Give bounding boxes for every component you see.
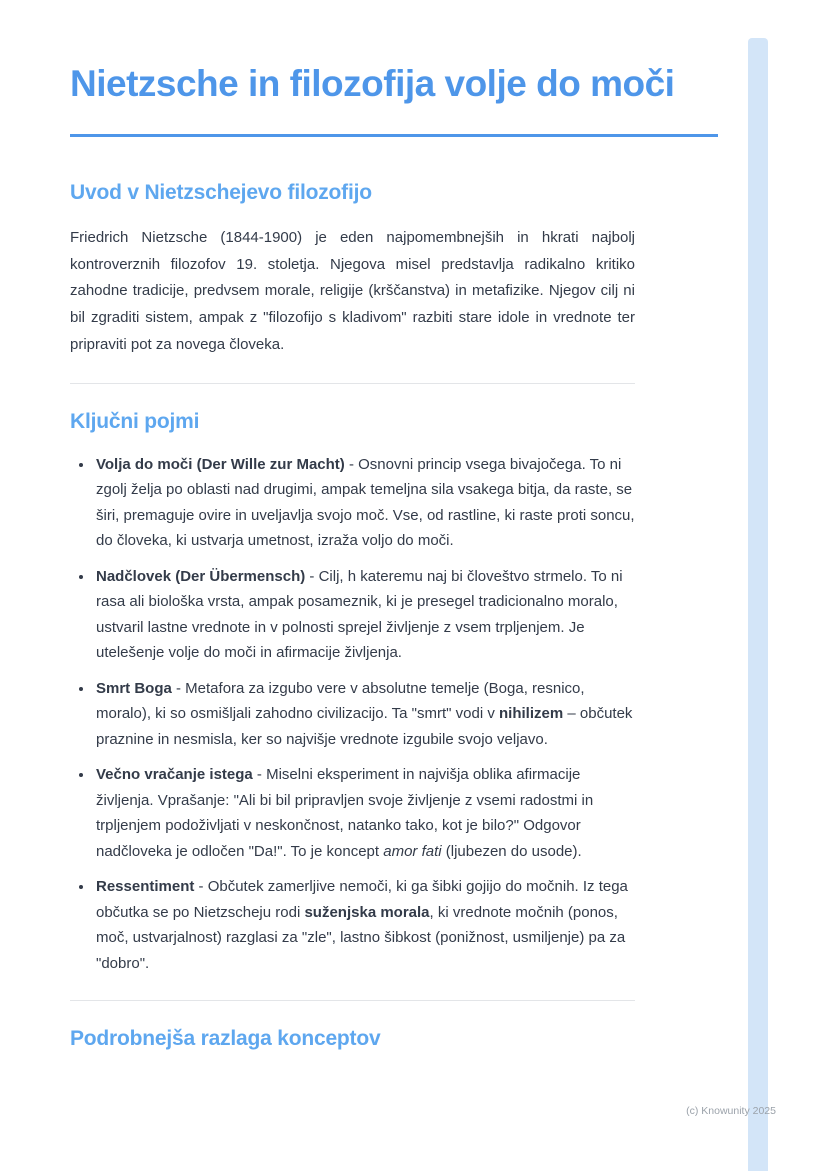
intro-heading: Uvod v Nietzschejevo filozofijo	[70, 181, 372, 205]
page-edge-strip	[748, 38, 768, 1171]
concept-text: (ljubezen do usode).	[441, 842, 582, 860]
details-heading: Podrobnejša razlaga konceptov	[70, 1027, 381, 1051]
section-details	[70, 1027, 635, 1051]
section-divider-2	[70, 1000, 635, 1001]
concept-item-ressentiment	[94, 874, 635, 976]
section-divider-1	[70, 383, 635, 384]
concept-emphasis: suženjska morala	[304, 903, 430, 921]
concept-text: , ki vrednote močnih (ponos, moč, ustvarjalnost) razglasi za "zle", lastno šibkost (ponižnost, usmiljenje) pa za "dobro".	[96, 903, 626, 972]
page-title: Nietzsche in filozofija volje do moči	[70, 63, 675, 104]
concept-text: - Cilj, h kateremu naj bi človeštvo strmelo. To ni rasa ali biološka vrsta, ampak posameznik, ki je presegel tradicionalno moralo, ustvaril lastne vrednote in v polnosti sprejel življenje z vsem trpljenjem. Je utelešenje volje do moči in afirmacije življenja.	[96, 567, 623, 662]
footer-credit: (c) Knowunity 2025	[686, 1105, 776, 1117]
concept-term: Nadčlovek (Der Übermensch)	[96, 567, 306, 585]
key-concepts-heading: Ključni pojmi	[70, 409, 200, 433]
concept-item-vecno-vracanje	[94, 762, 635, 864]
intro-paragraph: Friedrich Nietzsche (1844-1900) je eden najpomembnejših in hkrati najbolj kontroverznih filozofov 19. stoletja. Njegova misel predstavlja radikalno kritiko zahodne tradicije, predvsem morale, religije (krščanstva) in metafizike. Njegov cilj ni bil zgraditi sistem, ampak z "filozofijo s kladivom" razbiti stare idole in vrednote ter pripraviti pot za novega človeka.	[70, 229, 635, 353]
concept-latin-term: amor fati	[383, 842, 442, 860]
concept-text: – občutek praznine in nesmisla, ker so najvišje vrednote izgubile svojo veljavo.	[96, 705, 633, 748]
concept-text: - Metafora za izgubo vere v absolutne temelje (Boga, resnico, moralo), ki so osmišljali zahodno civilizacijo. Ta "smrt" vodi v	[96, 679, 585, 723]
concept-term: Volja do moči (Der Wille zur Macht)	[96, 455, 345, 473]
concept-item-volja-do-moci	[94, 452, 635, 554]
document-content	[70, 60, 675, 1051]
concept-text: - Osnovni princip vsega bivajočega. To ni zgolj želja po oblasti nad drugimi, ampak temeljna sila vsakega bitja, da raste, se širi, premaguje ovire in uveljavlja svojo moč. Vse, od rastline, ki raste proti soncu, do človeka, ki ustvarja umetnost, izraža voljo do moči.	[96, 455, 635, 550]
title-divider	[70, 134, 718, 137]
concept-item-smrt-boga	[94, 676, 635, 753]
concept-term: Ressentiment	[96, 878, 195, 896]
concept-text: - Miselni eksperiment in najvišja oblika afirmacije življenja. Vprašanje: "Ali bi bil pripravljen svoje življenje z vsemi radostmi in trpljenjem podoživljati v neskončnost, natanko tako, kot je bilo?" Odgovor nadčloveka je odločen "Da!". To je koncept	[96, 766, 594, 860]
section-intro	[70, 181, 635, 358]
concept-item-nadclovek	[94, 564, 635, 666]
section-key-concepts	[70, 410, 635, 977]
concept-text: - Občutek zamerljive nemoči, ki ga šibki gojijo do močnih. Iz tega občutka se po Nietzscheju rodi	[96, 878, 628, 921]
concept-term: Smrt Boga	[96, 679, 172, 697]
concept-emphasis: nihilizem	[499, 705, 564, 723]
concept-term: Večno vračanje istega	[96, 766, 253, 784]
concept-list	[70, 452, 635, 977]
